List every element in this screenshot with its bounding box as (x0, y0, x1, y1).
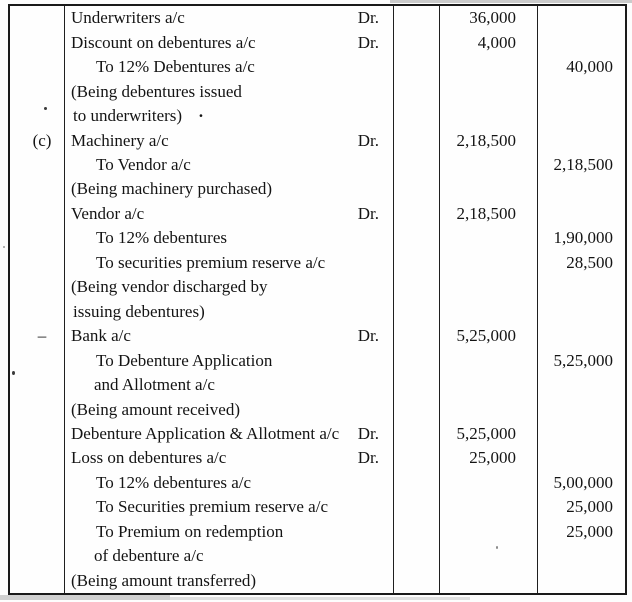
particulars-cell (65, 348, 394, 372)
debit-amount-cell (440, 275, 538, 299)
particulars-cell (65, 6, 394, 30)
entry-label: (c) (32, 130, 52, 150)
particulars-cell (65, 324, 394, 348)
debit-amount-cell (440, 251, 538, 275)
particulars-cell (65, 79, 394, 103)
credit-amount-cell (538, 495, 625, 519)
particulars-cell (65, 495, 394, 519)
lf-cell (394, 300, 440, 324)
particulars-text: To Premium on redemption (96, 521, 284, 541)
debit-amount-cell (440, 55, 538, 79)
dr-label: Dr. (357, 326, 379, 346)
particulars-cell (65, 446, 394, 470)
credit-amount: 28,500 (566, 252, 613, 272)
entry-label-cell (10, 153, 65, 177)
particulars-text: Machinery a/c (71, 130, 169, 150)
particulars-text: and Allotment a/c (94, 375, 215, 395)
credit-amount-cell (538, 226, 625, 250)
credit-amount-cell (538, 6, 625, 30)
particulars-text: To 12% Debentures a/c (96, 57, 255, 77)
particulars-cell (65, 520, 394, 544)
dr-label: Dr. (357, 32, 379, 52)
credit-amount-cell (538, 177, 625, 201)
entry-label-cell (10, 544, 65, 568)
debit-amount-cell (440, 104, 538, 128)
credit-amount-cell (538, 446, 625, 470)
particulars-text: Loss on debentures a/c (71, 448, 227, 468)
lf-cell (394, 324, 440, 348)
particulars-cell (65, 300, 394, 324)
particulars-cell (65, 397, 394, 421)
lf-cell (394, 177, 440, 201)
scan-speck (496, 546, 498, 549)
debit-amount: 36,000 (469, 8, 516, 28)
particulars-cell (65, 471, 394, 495)
lf-cell (394, 348, 440, 372)
entry-label: – (37, 326, 47, 346)
particulars-cell (65, 569, 394, 593)
debit-amount-cell (440, 348, 538, 372)
credit-amount-cell (538, 30, 625, 54)
entry-label-cell (10, 177, 65, 201)
scan-speck (3, 246, 5, 248)
particulars-cell (65, 153, 394, 177)
debit-amount: 2,18,500 (456, 203, 516, 223)
lf-cell (394, 251, 440, 275)
debit-amount-cell (440, 6, 538, 30)
debit-amount-cell (440, 544, 538, 568)
credit-amount: 5,00,000 (553, 472, 613, 492)
debit-amount-cell (440, 495, 538, 519)
credit-amount: 2,18,500 (553, 154, 613, 174)
entry-label-cell (10, 348, 65, 372)
credit-amount-cell (538, 275, 625, 299)
lf-cell (394, 544, 440, 568)
lf-cell (394, 275, 440, 299)
particulars-text: of debenture a/c (94, 546, 204, 566)
particulars-text: To Vendor a/c (96, 154, 191, 174)
particulars-text: (Being debentures issued (71, 81, 242, 101)
entry-label-cell (10, 55, 65, 79)
lf-cell (394, 79, 440, 103)
scan-speck (44, 107, 47, 110)
particulars-text: (Being vendor discharged by (71, 277, 268, 297)
credit-amount-cell (538, 373, 625, 397)
entry-label-cell (10, 446, 65, 470)
debit-amount: 4,000 (477, 32, 516, 52)
particulars-text: issuing debentures) (73, 301, 205, 321)
entry-label-cell (10, 422, 65, 446)
entry-label-cell (10, 226, 65, 250)
credit-amount-cell (538, 348, 625, 372)
entry-label-cell (10, 373, 65, 397)
lf-cell (394, 128, 440, 152)
debit-amount: 5,25,000 (456, 424, 516, 444)
credit-amount-cell (538, 422, 625, 446)
particulars-text: To 12% debentures (96, 228, 227, 248)
lf-cell (394, 422, 440, 446)
debit-amount-cell (440, 300, 538, 324)
particulars-text: Vendor a/c (71, 203, 145, 223)
lf-cell (394, 520, 440, 544)
particulars-text: To securities premium reserve a/c (96, 252, 326, 272)
lf-cell (394, 104, 440, 128)
debit-amount: 5,25,000 (456, 326, 516, 346)
entry-label-cell (10, 79, 65, 103)
dr-label: Dr. (357, 130, 379, 150)
debit-amount-cell (440, 153, 538, 177)
particulars-cell (65, 104, 394, 128)
lf-cell (394, 397, 440, 421)
credit-amount-cell (538, 79, 625, 103)
credit-amount: 5,25,000 (553, 350, 613, 370)
debit-amount-cell (440, 177, 538, 201)
debit-amount-cell (440, 226, 538, 250)
credit-amount-cell (538, 153, 625, 177)
entry-label-cell (10, 569, 65, 593)
particulars-text: Bank a/c (71, 326, 131, 346)
debit-amount-cell (440, 30, 538, 54)
entry-label-cell (10, 202, 65, 226)
debit-amount-cell (440, 373, 538, 397)
debit-amount-cell (440, 79, 538, 103)
particulars-cell (65, 544, 394, 568)
particulars-cell (65, 128, 394, 152)
particulars-text: Discount on debentures a/c (71, 32, 256, 52)
particulars-text: (Being amount received) (71, 399, 240, 419)
scan-smudge (170, 597, 470, 600)
lf-cell (394, 569, 440, 593)
scan-smudge (0, 595, 170, 600)
credit-amount-cell (538, 104, 625, 128)
debit-amount-cell (440, 422, 538, 446)
credit-amount-cell (538, 202, 625, 226)
lf-cell (394, 446, 440, 470)
debit-amount-cell (440, 397, 538, 421)
lf-cell (394, 226, 440, 250)
debit-amount: 2,18,500 (456, 130, 516, 150)
entry-label-cell (10, 6, 65, 30)
lf-cell (394, 373, 440, 397)
particulars-cell (65, 275, 394, 299)
entry-label-cell (10, 397, 65, 421)
entry-label-cell (10, 300, 65, 324)
entry-label-cell (10, 495, 65, 519)
entry-label-cell (10, 251, 65, 275)
stray-dot-mark: · (198, 106, 204, 126)
entry-label-cell (10, 30, 65, 54)
credit-amount-cell (538, 324, 625, 348)
debit-amount: 25,000 (469, 448, 516, 468)
lf-cell (394, 495, 440, 519)
entry-label-cell (10, 275, 65, 299)
particulars-cell (65, 422, 394, 446)
particulars-text: to underwriters) (73, 106, 183, 126)
entry-label-cell (10, 104, 65, 128)
lf-cell (394, 6, 440, 30)
credit-amount-cell (538, 251, 625, 275)
journal-entries-table (8, 4, 627, 595)
particulars-text: (Being amount transferred) (71, 570, 257, 590)
debit-amount-cell (440, 202, 538, 226)
lf-cell (394, 30, 440, 54)
dr-label: Dr. (357, 203, 379, 223)
dr-label: Dr. (357, 424, 379, 444)
particulars-cell (65, 251, 394, 275)
debit-amount-cell (440, 471, 538, 495)
credit-amount: 25,000 (566, 497, 613, 517)
debit-amount-cell (440, 569, 538, 593)
credit-amount: 40,000 (566, 57, 613, 77)
scan-smudge (390, 0, 632, 3)
entry-label-cell (10, 324, 65, 348)
particulars-cell (65, 226, 394, 250)
lf-cell (394, 202, 440, 226)
debit-amount-cell (440, 324, 538, 348)
lf-cell (394, 471, 440, 495)
credit-amount-cell (538, 55, 625, 79)
particulars-cell (65, 373, 394, 397)
credit-amount-cell (538, 569, 625, 593)
debit-amount-cell (440, 446, 538, 470)
credit-amount-cell (538, 397, 625, 421)
credit-amount-cell (538, 471, 625, 495)
particulars-text: (Being machinery purchased) (71, 179, 273, 199)
particulars-text: To Debenture Application (96, 350, 273, 370)
dr-label: Dr. (357, 448, 379, 468)
particulars-cell (65, 202, 394, 226)
particulars-text: Underwriters a/c (71, 8, 185, 28)
debit-amount-cell (440, 520, 538, 544)
credit-amount-cell (538, 520, 625, 544)
particulars-text: To 12% debentures a/c (96, 472, 252, 492)
lf-cell (394, 55, 440, 79)
particulars-text: To Securities premium reserve a/c (96, 497, 328, 517)
debit-amount-cell (440, 128, 538, 152)
credit-amount: 1,90,000 (553, 228, 613, 248)
dr-label: Dr. (357, 8, 379, 28)
particulars-cell (65, 30, 394, 54)
entry-label-cell (10, 471, 65, 495)
scan-speck (12, 371, 15, 375)
particulars-cell (65, 55, 394, 79)
entry-label-cell (10, 520, 65, 544)
particulars-text: Debenture Application & Allotment a/c (71, 424, 340, 444)
credit-amount-cell (538, 128, 625, 152)
lf-cell (394, 153, 440, 177)
credit-amount-cell (538, 300, 625, 324)
credit-amount: 25,000 (566, 521, 613, 541)
credit-amount-cell (538, 544, 625, 568)
particulars-cell (65, 177, 394, 201)
entry-label-cell (10, 128, 65, 152)
